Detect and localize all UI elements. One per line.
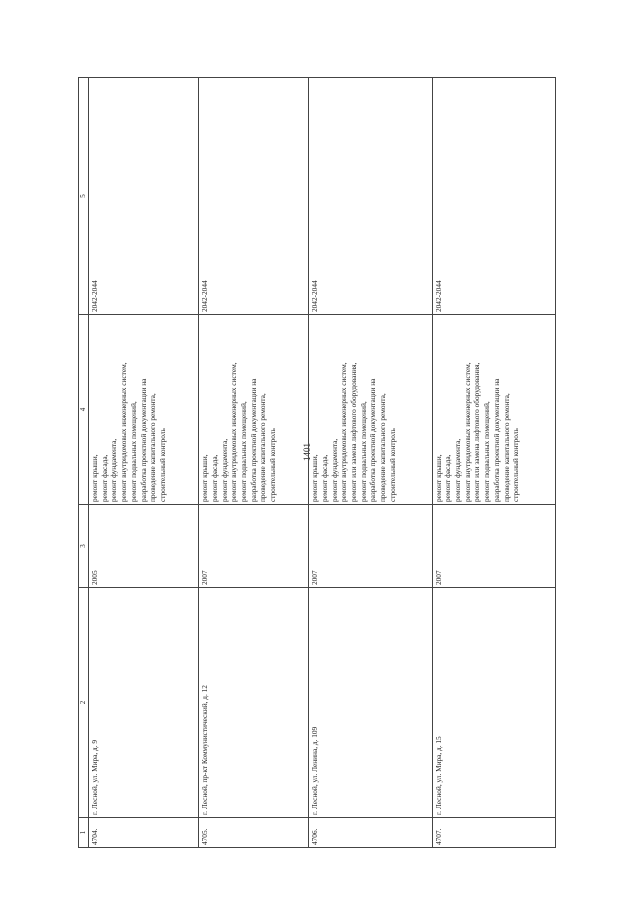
- work-item: строительный контроль: [268, 428, 278, 502]
- works-list: [89, 315, 199, 505]
- work-item: строительный контроль: [157, 428, 167, 502]
- column-number: 4: [79, 315, 89, 505]
- work-item: ремонт фундамента,: [329, 438, 339, 502]
- work-item: разработка проектной документации на: [491, 378, 501, 502]
- work-item: ремонт крыши,: [200, 454, 210, 502]
- table-row: [89, 78, 199, 848]
- work-item: ремонт внутридомовых инженерных систем,: [462, 362, 472, 502]
- work-item: проведение капитального ремонта,: [148, 393, 158, 502]
- construction-year: 2007: [432, 505, 555, 588]
- row-number: 4704.: [89, 818, 199, 848]
- work-item: строительный контроль: [511, 428, 521, 502]
- work-item: ремонт фундамента,: [109, 438, 119, 502]
- rotated-table-container: [78, 78, 556, 848]
- work-item: ремонт фундамента,: [219, 438, 229, 502]
- construction-year: 2007: [199, 505, 309, 588]
- work-item: ремонт фасада,: [319, 454, 329, 502]
- column-number: 3: [79, 505, 89, 588]
- works-list: [309, 315, 432, 505]
- address: г. Лесной, ул. Мира, д. 9: [89, 588, 199, 818]
- construction-year: 2007: [309, 505, 432, 588]
- work-item: ремонт фасада,: [209, 454, 219, 502]
- work-item: ремонт подвальных помещений,: [238, 401, 248, 502]
- page-number: 1401: [302, 443, 312, 461]
- work-item: ремонт внутридомовых инженерных систем,: [339, 362, 349, 502]
- address: г. Лесной, ул. Ленина, д. 109: [309, 588, 432, 818]
- work-item: ремонт или замена лифтового оборудования,: [349, 362, 359, 502]
- repair-period: 2042-2044: [309, 78, 432, 315]
- work-item: ремонт фасада,: [99, 454, 109, 502]
- work-item: разработка проектной документации на: [368, 378, 378, 502]
- construction-year: 2005: [89, 505, 199, 588]
- work-item: ремонт подвальных помещений,: [482, 401, 492, 502]
- work-item: ремонт или замена лифтового оборудования,: [472, 362, 482, 502]
- work-item: ремонт подвальных помещений,: [128, 401, 138, 502]
- repair-period: 2042-2044: [432, 78, 555, 315]
- row-number: 4707.: [432, 818, 555, 848]
- repair-schedule-table: [78, 77, 556, 848]
- work-item: ремонт крыши,: [90, 454, 99, 502]
- repair-period: 2042-2044: [199, 78, 309, 315]
- work-item: ремонт фундамента,: [453, 438, 462, 502]
- table-row: [199, 78, 309, 848]
- work-item: разработка проектной документации на: [248, 378, 258, 502]
- work-item: ремонт фасада,: [443, 454, 453, 502]
- column-number-header-row: [79, 78, 89, 848]
- work-item: строительный контроль: [387, 428, 397, 502]
- column-number: 1: [79, 818, 89, 848]
- work-item: ремонт внутридомовых инженерных систем,: [229, 362, 239, 502]
- works-list: [432, 315, 555, 505]
- work-item: проведение капитального ремонта,: [501, 393, 511, 502]
- work-item: проведение капитального ремонта,: [378, 393, 388, 502]
- row-number: 4705.: [199, 818, 309, 848]
- work-item: ремонт крыши,: [310, 454, 320, 502]
- column-number: 2: [79, 588, 89, 818]
- work-item: разработка проектной документации на: [138, 378, 148, 502]
- table-row: [432, 78, 555, 848]
- address: г. Лесной, пр-кт Коммунистический, д. 12: [199, 588, 309, 818]
- works-list: [199, 315, 309, 505]
- column-number: 5: [79, 78, 89, 315]
- work-item: ремонт крыши,: [433, 454, 443, 502]
- row-number: 4706.: [309, 818, 432, 848]
- work-item: ремонт внутридомовых инженерных систем,: [119, 362, 129, 502]
- repair-period: 2042-2044: [89, 78, 199, 315]
- table-row: [309, 78, 432, 848]
- work-item: проведение капитального ремонта,: [258, 393, 268, 502]
- work-item: ремонт подвальных помещений,: [358, 401, 368, 502]
- address: г. Лесной, ул. Мира, д. 15: [432, 588, 555, 818]
